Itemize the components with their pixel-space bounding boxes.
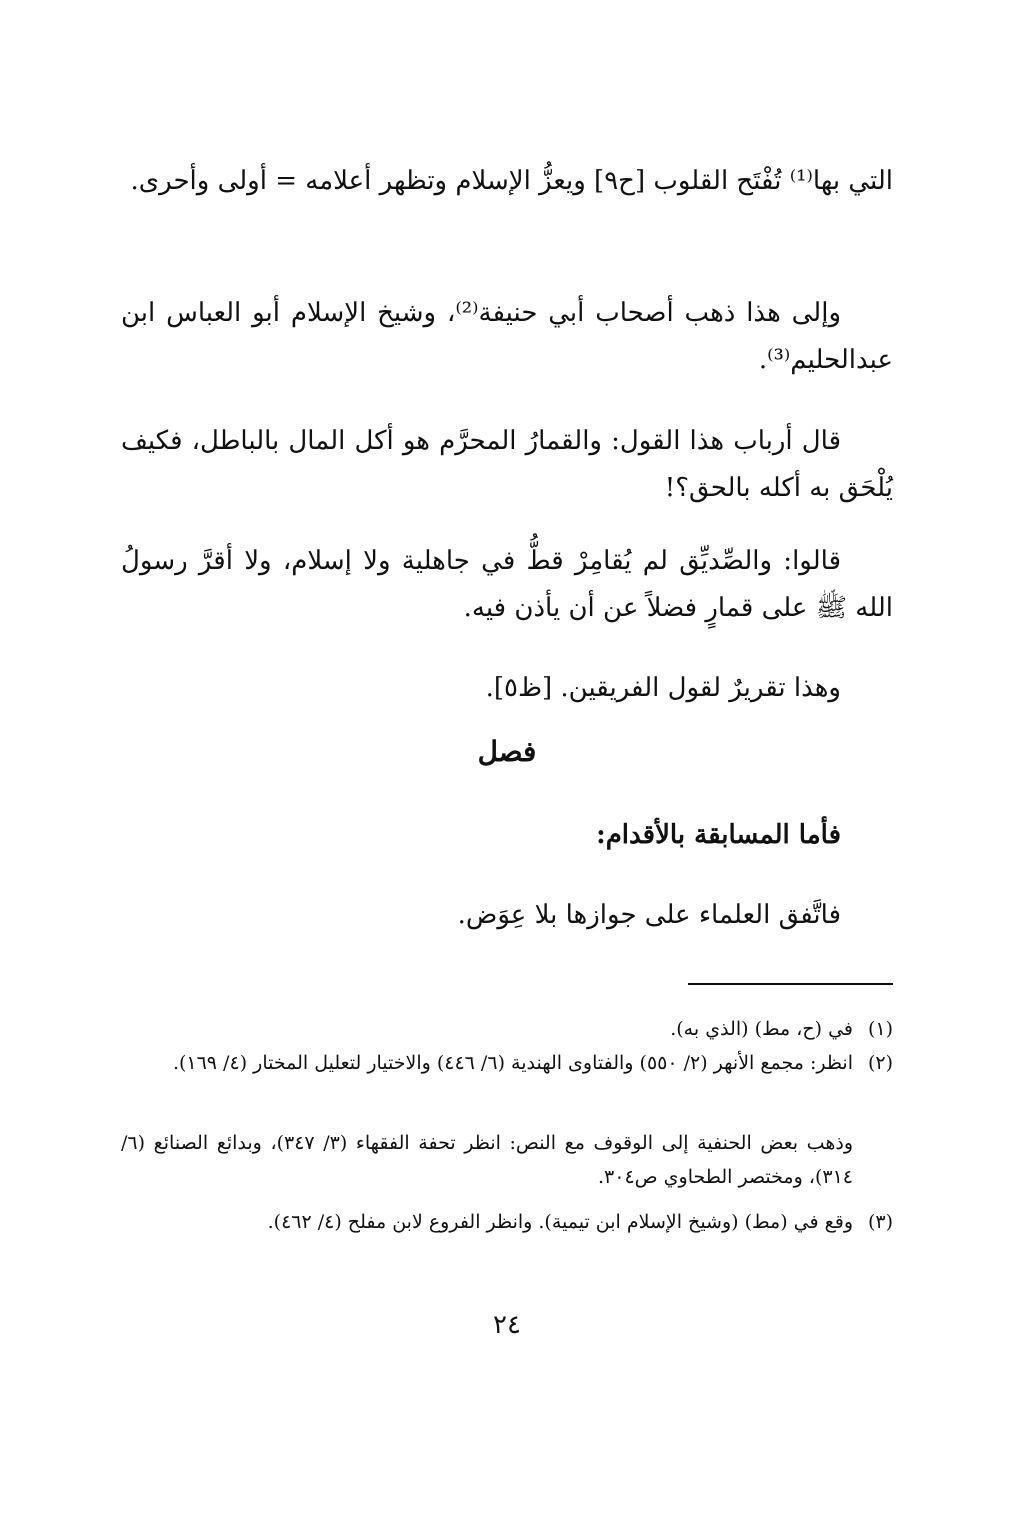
paragraph-1: التي بها⁽¹⁾ تُفْتَح القلوب [ح٩] ويعزُّ الإسلام وتظهر أعلامه = أولى وأحرى. [130,166,893,196]
footnote-1 [121,1012,893,1046]
footnote-separator [688,983,893,985]
paragraph-4: قالوا: والصِّديِّق لم يُقامِرْ قطُّ في جاهلية ولا إسلام، ولا أقرَّ رسولُ الله ﷺ على قمارٍ فضلاً عن أن يأذن فيه. [121,546,893,623]
footnote-3 [121,1205,893,1239]
paragraph-3: قال أرباب هذا القول: والقمارُ المحرَّم هو أكل المال بالباطل، فكيف يُلْحَق به أكله بالحق؟! [121,426,893,503]
footnote-text: في (ح، مط) (الذي به). [670,1018,853,1040]
footnote-number: (٢) [867,1052,893,1074]
footnote-text: وقع في (مط) (وشيخ الإسلام ابن تيمية). وانظر الفروع لابن مفلح (٤/ ٤٦٢). [267,1211,853,1233]
footnote-text: انظر: مجمع الأنهر (٢/ ٥٥٠) والفتاوى الهندية (٦/ ٤٤٦) والاختيار لتعليل المختار (٤/ ١٦٩). [172,1052,853,1074]
paragraph-5: وهذا تقريرٌ لقول الفريقين. [ظ٥]. [485,673,841,703]
footnote-2 [121,1046,893,1080]
subheading: فأما المسابقة بالأقدام: [596,820,841,850]
footnote-number: (٣) [867,1211,893,1233]
footnote-number: (١) [867,1018,893,1040]
paragraph-2: وإلى هذا ذهب أصحاب أبي حنيفة⁽²⁾، وشيخ الإسلام أبو العباس ابن عبدالحليم⁽³⁾. [121,298,893,375]
footnote-2-continuation: وذهب بعض الحنفية إلى الوقوف مع النص: انظر تحفة الفقهاء (٣/ ٣٤٧)، وبدائع الصنائع (٦/ ٣١٤)، ومختصر الطحاوي ص٣٠٤. [121,1132,853,1188]
page-number: ٢٤ [493,1310,521,1340]
section-heading: فصل [477,735,537,768]
paragraph-6: فاتَّفق العلماء على جوازها بلا عِوَض. [457,900,841,930]
